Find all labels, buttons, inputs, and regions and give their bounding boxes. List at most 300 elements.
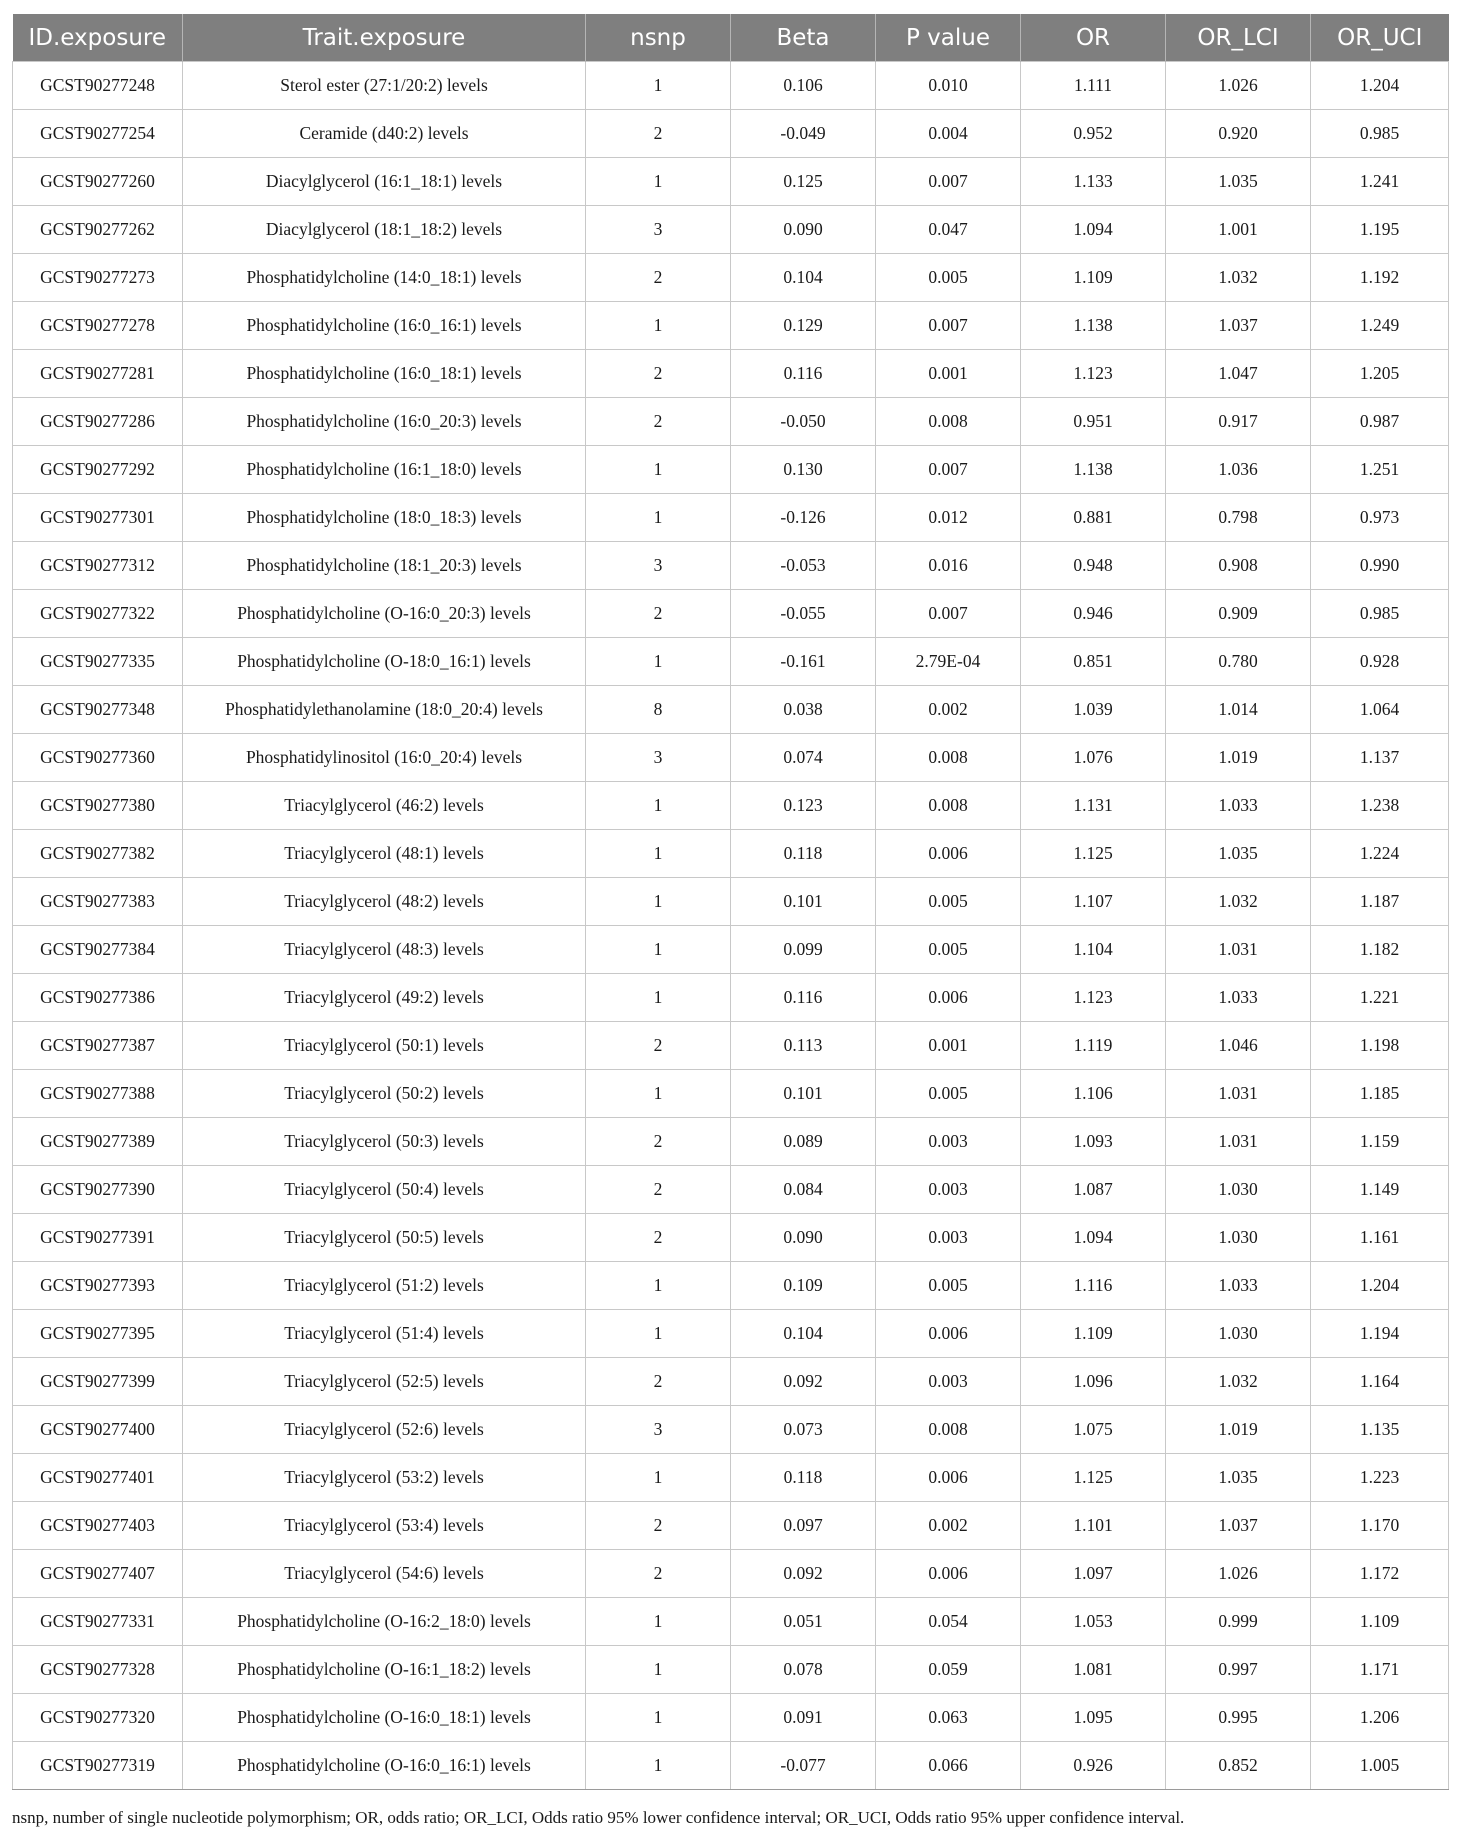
table-row bbox=[13, 1118, 1449, 1166]
table-cell: 0.995 bbox=[1166, 1694, 1311, 1742]
table-cell: -0.053 bbox=[731, 542, 876, 590]
table-cell: 0.091 bbox=[731, 1694, 876, 1742]
table-cell: 1.035 bbox=[1166, 830, 1311, 878]
table-cell: 1.035 bbox=[1166, 1454, 1311, 1502]
table-row bbox=[13, 1646, 1449, 1694]
table-cell: GCST90277278 bbox=[13, 302, 183, 350]
table-cell: 1.019 bbox=[1166, 1406, 1311, 1454]
table-cell: 0.073 bbox=[731, 1406, 876, 1454]
table-cell: 0.092 bbox=[731, 1358, 876, 1406]
table-cell: 3 bbox=[586, 542, 731, 590]
table-cell: 1.138 bbox=[1021, 302, 1166, 350]
table-cell: 2 bbox=[586, 1166, 731, 1214]
table-footnote: nsnp, number of single nucleotide polymorphism; OR, odds ratio; OR_LCI, Odds ratio 95% lower confidence interval; OR_UCI, Odds ratio 95% upper confidence interval. bbox=[12, 1808, 1185, 1827]
table-cell: 0.106 bbox=[731, 62, 876, 110]
table-cell: 1.205 bbox=[1311, 350, 1449, 398]
table-header-row bbox=[13, 14, 1449, 62]
table-cell: 1.185 bbox=[1311, 1070, 1449, 1118]
table-cell: Sterol ester (27:1/20:2) levels bbox=[183, 62, 586, 110]
table-cell: Triacylglycerol (48:2) levels bbox=[183, 878, 586, 926]
table-cell: Phosphatidylcholine (O-16:1_18:2) levels bbox=[183, 1646, 586, 1694]
table-cell: 2.79E-04 bbox=[876, 638, 1021, 686]
table-cell: 0.008 bbox=[876, 398, 1021, 446]
table-cell: 1.109 bbox=[1021, 1310, 1166, 1358]
table-row bbox=[13, 1310, 1449, 1358]
table-cell: 1.032 bbox=[1166, 1358, 1311, 1406]
table-cell: GCST90277388 bbox=[13, 1070, 183, 1118]
table-cell: 1 bbox=[586, 1310, 731, 1358]
table-cell: GCST90277401 bbox=[13, 1454, 183, 1502]
table-cell: 0.948 bbox=[1021, 542, 1166, 590]
table-cell: 0.116 bbox=[731, 350, 876, 398]
table-row bbox=[13, 1262, 1449, 1310]
table-cell: 0.047 bbox=[876, 206, 1021, 254]
table-row bbox=[13, 494, 1449, 542]
table-row bbox=[13, 686, 1449, 734]
table-cell: GCST90277389 bbox=[13, 1118, 183, 1166]
table-cell: Triacylglycerol (51:2) levels bbox=[183, 1262, 586, 1310]
table-cell: 1.125 bbox=[1021, 1454, 1166, 1502]
table-row bbox=[13, 254, 1449, 302]
table-cell: GCST90277399 bbox=[13, 1358, 183, 1406]
table-cell: 0.003 bbox=[876, 1358, 1021, 1406]
table-cell: Triacylglycerol (49:2) levels bbox=[183, 974, 586, 1022]
table-cell: 0.909 bbox=[1166, 590, 1311, 638]
table-cell: GCST90277395 bbox=[13, 1310, 183, 1358]
table-cell: 2 bbox=[586, 398, 731, 446]
table-row bbox=[13, 1406, 1449, 1454]
table-row bbox=[13, 1694, 1449, 1742]
table-cell: GCST90277383 bbox=[13, 878, 183, 926]
table-cell: Phosphatidylinositol (16:0_20:4) levels bbox=[183, 734, 586, 782]
table-cell: GCST90277400 bbox=[13, 1406, 183, 1454]
table-cell: 1.149 bbox=[1311, 1166, 1449, 1214]
table-cell: 0.920 bbox=[1166, 110, 1311, 158]
table-cell: 1.182 bbox=[1311, 926, 1449, 974]
table-cell: Triacylglycerol (54:6) levels bbox=[183, 1550, 586, 1598]
table-cell: Phosphatidylcholine (16:0_18:1) levels bbox=[183, 350, 586, 398]
table-cell: GCST90277254 bbox=[13, 110, 183, 158]
table-cell: 0.908 bbox=[1166, 542, 1311, 590]
table-cell: 0.852 bbox=[1166, 1742, 1311, 1790]
table-cell: 0.008 bbox=[876, 734, 1021, 782]
table-cell: 0.001 bbox=[876, 1022, 1021, 1070]
table-cell: 1 bbox=[586, 302, 731, 350]
table-cell: 1.014 bbox=[1166, 686, 1311, 734]
table-cell: Phosphatidylcholine (16:0_16:1) levels bbox=[183, 302, 586, 350]
table-row bbox=[13, 926, 1449, 974]
table-cell: GCST90277360 bbox=[13, 734, 183, 782]
table-cell: 0.012 bbox=[876, 494, 1021, 542]
table-cell: 1 bbox=[586, 446, 731, 494]
table-cell: 1.187 bbox=[1311, 878, 1449, 926]
table-cell: 0.130 bbox=[731, 446, 876, 494]
table-row bbox=[13, 1550, 1449, 1598]
table-cell: 0.109 bbox=[731, 1262, 876, 1310]
column-header: OR_LCI bbox=[1166, 14, 1311, 62]
table-cell: 0.118 bbox=[731, 830, 876, 878]
table-cell: 1.161 bbox=[1311, 1214, 1449, 1262]
table-cell: GCST90277320 bbox=[13, 1694, 183, 1742]
table-cell: 0.005 bbox=[876, 254, 1021, 302]
table-cell: 1.123 bbox=[1021, 974, 1166, 1022]
table-cell: 0.881 bbox=[1021, 494, 1166, 542]
table-cell: 0.129 bbox=[731, 302, 876, 350]
table-row bbox=[13, 1502, 1449, 1550]
table-cell: GCST90277281 bbox=[13, 350, 183, 398]
table-cell: GCST90277292 bbox=[13, 446, 183, 494]
table-cell: 0.928 bbox=[1311, 638, 1449, 686]
table-row bbox=[13, 1214, 1449, 1262]
table-cell: Phosphatidylethanolamine (18:0_20:4) levels bbox=[183, 686, 586, 734]
table-cell: 0.001 bbox=[876, 350, 1021, 398]
table-row bbox=[13, 62, 1449, 110]
table-cell: 1.076 bbox=[1021, 734, 1166, 782]
table-cell: 1.053 bbox=[1021, 1598, 1166, 1646]
table-cell: 1.195 bbox=[1311, 206, 1449, 254]
column-header: nsnp bbox=[586, 14, 731, 62]
table-cell: Triacylglycerol (48:3) levels bbox=[183, 926, 586, 974]
table-cell: 1.030 bbox=[1166, 1166, 1311, 1214]
table-cell: 1.087 bbox=[1021, 1166, 1166, 1214]
table-cell: 0.002 bbox=[876, 1502, 1021, 1550]
table-cell: 1.198 bbox=[1311, 1022, 1449, 1070]
table-cell: 1.096 bbox=[1021, 1358, 1166, 1406]
table-cell: 1.039 bbox=[1021, 686, 1166, 734]
table-cell: 1.046 bbox=[1166, 1022, 1311, 1070]
table-cell: GCST90277407 bbox=[13, 1550, 183, 1598]
column-header: Beta bbox=[731, 14, 876, 62]
table-cell: 1.223 bbox=[1311, 1454, 1449, 1502]
table-cell: 1.026 bbox=[1166, 62, 1311, 110]
table-cell: 1.164 bbox=[1311, 1358, 1449, 1406]
table-cell: 1.249 bbox=[1311, 302, 1449, 350]
table-cell: 0.997 bbox=[1166, 1646, 1311, 1694]
table-cell: 0.051 bbox=[731, 1598, 876, 1646]
table-cell: 0.099 bbox=[731, 926, 876, 974]
table-cell: 1.138 bbox=[1021, 446, 1166, 494]
table-cell: Phosphatidylcholine (18:1_20:3) levels bbox=[183, 542, 586, 590]
table-cell: Phosphatidylcholine (O-16:2_18:0) levels bbox=[183, 1598, 586, 1646]
table-cell: 1.133 bbox=[1021, 158, 1166, 206]
table-cell: Triacylglycerol (50:3) levels bbox=[183, 1118, 586, 1166]
table-cell: 0.116 bbox=[731, 974, 876, 1022]
table-row bbox=[13, 206, 1449, 254]
table-cell: 3 bbox=[586, 734, 731, 782]
table-cell: 1.194 bbox=[1311, 1310, 1449, 1358]
table-cell: 1.125 bbox=[1021, 830, 1166, 878]
table-cell: 1.111 bbox=[1021, 62, 1166, 110]
table-row bbox=[13, 1166, 1449, 1214]
table-cell: -0.126 bbox=[731, 494, 876, 542]
table-cell: 1.221 bbox=[1311, 974, 1449, 1022]
table-cell: 8 bbox=[586, 686, 731, 734]
table-cell: 0.007 bbox=[876, 590, 1021, 638]
table-cell: 0.999 bbox=[1166, 1598, 1311, 1646]
table-cell: GCST90277286 bbox=[13, 398, 183, 446]
table-cell: 0.005 bbox=[876, 926, 1021, 974]
table-cell: 0.090 bbox=[731, 1214, 876, 1262]
table-cell: 0.104 bbox=[731, 1310, 876, 1358]
table-cell: 1.075 bbox=[1021, 1406, 1166, 1454]
table-cell: 1.005 bbox=[1311, 1742, 1449, 1790]
table-cell: 1.206 bbox=[1311, 1694, 1449, 1742]
table-cell: 1.204 bbox=[1311, 1262, 1449, 1310]
column-header: P value bbox=[876, 14, 1021, 62]
table-cell: 1 bbox=[586, 974, 731, 1022]
table-cell: 1.119 bbox=[1021, 1022, 1166, 1070]
table-cell: 0.004 bbox=[876, 110, 1021, 158]
table-cell: 1 bbox=[586, 1262, 731, 1310]
table-cell: 2 bbox=[586, 1550, 731, 1598]
results-table bbox=[12, 14, 1449, 1790]
table-cell: 1.037 bbox=[1166, 1502, 1311, 1550]
table-cell: 1.170 bbox=[1311, 1502, 1449, 1550]
table-cell: 0.054 bbox=[876, 1598, 1021, 1646]
table-cell: Triacylglycerol (50:4) levels bbox=[183, 1166, 586, 1214]
table-cell: 0.007 bbox=[876, 302, 1021, 350]
table-cell: 1.035 bbox=[1166, 158, 1311, 206]
table-cell: 0.946 bbox=[1021, 590, 1166, 638]
table-cell: GCST90277248 bbox=[13, 62, 183, 110]
table-cell: 1.171 bbox=[1311, 1646, 1449, 1694]
table-cell: 0.006 bbox=[876, 974, 1021, 1022]
table-cell: 1.031 bbox=[1166, 1070, 1311, 1118]
table-cell: GCST90277391 bbox=[13, 1214, 183, 1262]
table-cell: Triacylglycerol (50:2) levels bbox=[183, 1070, 586, 1118]
table-row bbox=[13, 110, 1449, 158]
table-cell: 1 bbox=[586, 1070, 731, 1118]
table-cell: 0.007 bbox=[876, 158, 1021, 206]
table-cell: Diacylglycerol (18:1_18:2) levels bbox=[183, 206, 586, 254]
table-row bbox=[13, 1742, 1449, 1790]
table-cell: 1.109 bbox=[1311, 1598, 1449, 1646]
table-cell: Triacylglycerol (52:5) levels bbox=[183, 1358, 586, 1406]
table-cell: GCST90277262 bbox=[13, 206, 183, 254]
table-cell: 0.084 bbox=[731, 1166, 876, 1214]
table-cell: Triacylglycerol (52:6) levels bbox=[183, 1406, 586, 1454]
table-cell: GCST90277384 bbox=[13, 926, 183, 974]
table-cell: 1.093 bbox=[1021, 1118, 1166, 1166]
table-cell: GCST90277387 bbox=[13, 1022, 183, 1070]
table-cell: 0.798 bbox=[1166, 494, 1311, 542]
table-row bbox=[13, 782, 1449, 830]
table-cell: 1.001 bbox=[1166, 206, 1311, 254]
table-cell: 0.917 bbox=[1166, 398, 1311, 446]
table-cell: 2 bbox=[586, 1358, 731, 1406]
table-cell: 0.005 bbox=[876, 1070, 1021, 1118]
table-cell: 1.101 bbox=[1021, 1502, 1166, 1550]
table-cell: 0.985 bbox=[1311, 590, 1449, 638]
table-cell: 0.003 bbox=[876, 1166, 1021, 1214]
table-cell: Triacylglycerol (53:2) levels bbox=[183, 1454, 586, 1502]
table-cell: 0.987 bbox=[1311, 398, 1449, 446]
table-cell: 1 bbox=[586, 158, 731, 206]
table-cell: 1.094 bbox=[1021, 206, 1166, 254]
table-row bbox=[13, 1070, 1449, 1118]
table-cell: 0.780 bbox=[1166, 638, 1311, 686]
table-row bbox=[13, 878, 1449, 926]
results-table-container bbox=[12, 14, 1448, 1790]
table-cell: 1.109 bbox=[1021, 254, 1166, 302]
table-cell: 1 bbox=[586, 1454, 731, 1502]
table-cell: GCST90277348 bbox=[13, 686, 183, 734]
table-cell: 0.101 bbox=[731, 878, 876, 926]
table-row bbox=[13, 1022, 1449, 1070]
table-cell: GCST90277273 bbox=[13, 254, 183, 302]
table-cell: GCST90277335 bbox=[13, 638, 183, 686]
column-header: OR bbox=[1021, 14, 1166, 62]
table-cell: 0.951 bbox=[1021, 398, 1166, 446]
table-cell: -0.161 bbox=[731, 638, 876, 686]
table-cell: 3 bbox=[586, 206, 731, 254]
table-cell: 1.224 bbox=[1311, 830, 1449, 878]
table-cell: 0.113 bbox=[731, 1022, 876, 1070]
table-cell: Phosphatidylcholine (16:0_20:3) levels bbox=[183, 398, 586, 446]
table-row bbox=[13, 158, 1449, 206]
table-cell: 0.092 bbox=[731, 1550, 876, 1598]
table-cell: 1.204 bbox=[1311, 62, 1449, 110]
table-cell: 1.107 bbox=[1021, 878, 1166, 926]
table-cell: 1.106 bbox=[1021, 1070, 1166, 1118]
table-cell: 1.036 bbox=[1166, 446, 1311, 494]
table-cell: 0.010 bbox=[876, 62, 1021, 110]
table-cell: 2 bbox=[586, 1022, 731, 1070]
table-cell: Phosphatidylcholine (18:0_18:3) levels bbox=[183, 494, 586, 542]
table-cell: 0.006 bbox=[876, 1550, 1021, 1598]
table-cell: GCST90277382 bbox=[13, 830, 183, 878]
table-cell: 1 bbox=[586, 782, 731, 830]
table-cell: 1.031 bbox=[1166, 1118, 1311, 1166]
table-cell: 0.016 bbox=[876, 542, 1021, 590]
table-cell: 0.990 bbox=[1311, 542, 1449, 590]
table-row bbox=[13, 1358, 1449, 1406]
table-cell: 1.026 bbox=[1166, 1550, 1311, 1598]
table-cell: GCST90277301 bbox=[13, 494, 183, 542]
table-cell: -0.077 bbox=[731, 1742, 876, 1790]
table-cell: 1.033 bbox=[1166, 974, 1311, 1022]
table-cell: 0.851 bbox=[1021, 638, 1166, 686]
table-cell: 0.089 bbox=[731, 1118, 876, 1166]
table-cell: GCST90277312 bbox=[13, 542, 183, 590]
table-cell: Phosphatidylcholine (O-18:0_16:1) levels bbox=[183, 638, 586, 686]
table-cell: Triacylglycerol (50:1) levels bbox=[183, 1022, 586, 1070]
table-cell: 1 bbox=[586, 638, 731, 686]
table-cell: 2 bbox=[586, 254, 731, 302]
table-cell: 0.104 bbox=[731, 254, 876, 302]
table-cell: 0.973 bbox=[1311, 494, 1449, 542]
table-cell: GCST90277386 bbox=[13, 974, 183, 1022]
table-cell: 0.008 bbox=[876, 782, 1021, 830]
table-cell: 1.030 bbox=[1166, 1310, 1311, 1358]
table-cell: Phosphatidylcholine (16:1_18:0) levels bbox=[183, 446, 586, 494]
table-cell: 0.006 bbox=[876, 1310, 1021, 1358]
table-cell: 1.032 bbox=[1166, 878, 1311, 926]
table-cell: 1.123 bbox=[1021, 350, 1166, 398]
table-cell: 1.033 bbox=[1166, 782, 1311, 830]
table-row bbox=[13, 638, 1449, 686]
table-row bbox=[13, 1598, 1449, 1646]
table-cell: 1.241 bbox=[1311, 158, 1449, 206]
table-cell: 2 bbox=[586, 1502, 731, 1550]
table-cell: 1.031 bbox=[1166, 926, 1311, 974]
table-cell: 0.038 bbox=[731, 686, 876, 734]
table-cell: 0.003 bbox=[876, 1214, 1021, 1262]
table-cell: 0.007 bbox=[876, 446, 1021, 494]
table-cell: 1.238 bbox=[1311, 782, 1449, 830]
table-cell: 2 bbox=[586, 1118, 731, 1166]
table-cell: 1 bbox=[586, 926, 731, 974]
table-cell: GCST90277328 bbox=[13, 1646, 183, 1694]
table-cell: Triacylglycerol (53:4) levels bbox=[183, 1502, 586, 1550]
table-cell: 0.985 bbox=[1311, 110, 1449, 158]
table-row bbox=[13, 974, 1449, 1022]
table-cell: 0.090 bbox=[731, 206, 876, 254]
table-row bbox=[13, 446, 1449, 494]
table-cell: 1.030 bbox=[1166, 1214, 1311, 1262]
table-body bbox=[13, 62, 1449, 1790]
table-cell: -0.050 bbox=[731, 398, 876, 446]
table-cell: 0.926 bbox=[1021, 1742, 1166, 1790]
table-cell: 1.064 bbox=[1311, 686, 1449, 734]
table-cell: 0.066 bbox=[876, 1742, 1021, 1790]
table-cell: 2 bbox=[586, 350, 731, 398]
table-cell: 1 bbox=[586, 1694, 731, 1742]
table-cell: 1.192 bbox=[1311, 254, 1449, 302]
table-cell: 1 bbox=[586, 830, 731, 878]
table-cell: 1.094 bbox=[1021, 1214, 1166, 1262]
column-header: Trait.exposure bbox=[183, 14, 586, 62]
table-cell: 1.019 bbox=[1166, 734, 1311, 782]
table-row bbox=[13, 1454, 1449, 1502]
table-cell: GCST90277260 bbox=[13, 158, 183, 206]
table-cell: GCST90277331 bbox=[13, 1598, 183, 1646]
table-row bbox=[13, 398, 1449, 446]
table-cell: 0.125 bbox=[731, 158, 876, 206]
table-cell: 2 bbox=[586, 590, 731, 638]
column-header: ID.exposure bbox=[13, 14, 183, 62]
table-cell: GCST90277319 bbox=[13, 1742, 183, 1790]
table-row bbox=[13, 590, 1449, 638]
table-cell: 0.952 bbox=[1021, 110, 1166, 158]
table-cell: 2 bbox=[586, 110, 731, 158]
table-cell: 0.101 bbox=[731, 1070, 876, 1118]
table-cell: GCST90277393 bbox=[13, 1262, 183, 1310]
table-cell: 0.003 bbox=[876, 1118, 1021, 1166]
table-cell: 1 bbox=[586, 1742, 731, 1790]
table-cell: 1.131 bbox=[1021, 782, 1166, 830]
table-cell: 0.006 bbox=[876, 1454, 1021, 1502]
table-cell: 1.047 bbox=[1166, 350, 1311, 398]
table-cell: 0.059 bbox=[876, 1646, 1021, 1694]
table-cell: Triacylglycerol (51:4) levels bbox=[183, 1310, 586, 1358]
table-cell: 1.033 bbox=[1166, 1262, 1311, 1310]
table-cell: 1 bbox=[586, 1598, 731, 1646]
table-cell: Phosphatidylcholine (O-16:0_20:3) levels bbox=[183, 590, 586, 638]
table-cell: 0.002 bbox=[876, 686, 1021, 734]
table-cell: 0.097 bbox=[731, 1502, 876, 1550]
table-cell: Triacylglycerol (48:1) levels bbox=[183, 830, 586, 878]
table-cell: 1.135 bbox=[1311, 1406, 1449, 1454]
table-cell: 0.005 bbox=[876, 1262, 1021, 1310]
table-cell: Ceramide (d40:2) levels bbox=[183, 110, 586, 158]
table-cell: 1 bbox=[586, 878, 731, 926]
table-cell: Phosphatidylcholine (O-16:0_16:1) levels bbox=[183, 1742, 586, 1790]
table-cell: 1.081 bbox=[1021, 1646, 1166, 1694]
table-cell: 0.008 bbox=[876, 1406, 1021, 1454]
table-cell: Phosphatidylcholine (14:0_18:1) levels bbox=[183, 254, 586, 302]
table-cell: 1.251 bbox=[1311, 446, 1449, 494]
